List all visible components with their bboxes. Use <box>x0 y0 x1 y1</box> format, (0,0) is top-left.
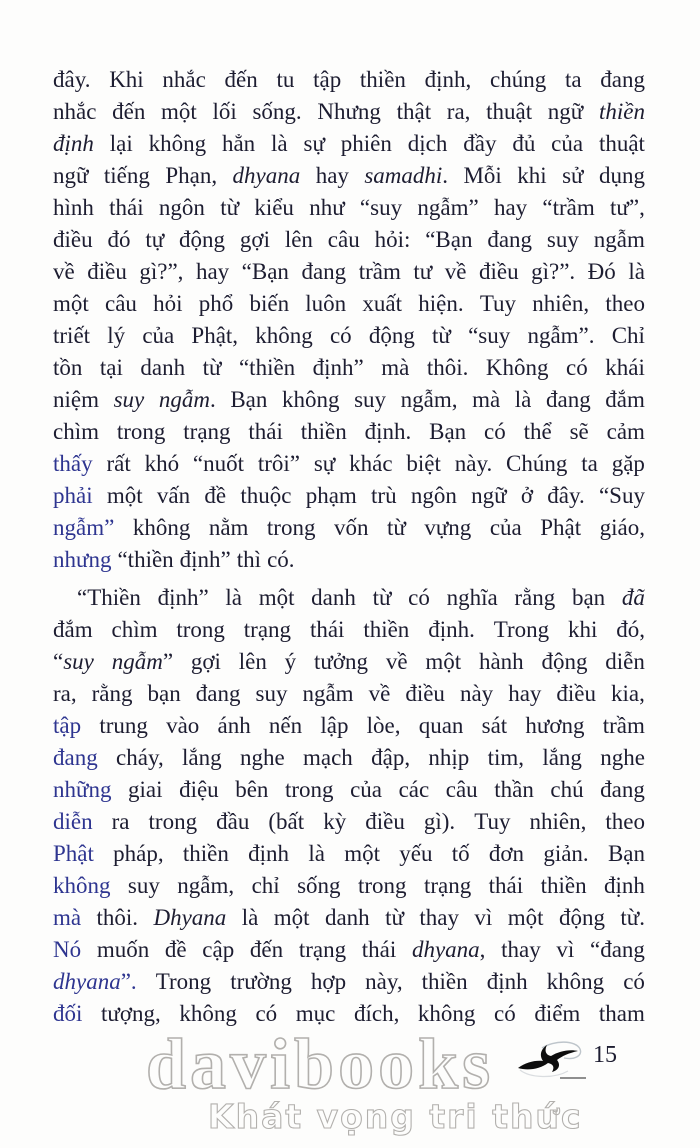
watermark-brand: davibooks <box>146 1024 495 1104</box>
page-number: 15 <box>593 1042 617 1068</box>
text-line: về điều gì?”, hay “Bạn đang trầm tư về điều gì?”. Đó là <box>53 259 645 284</box>
text-line: niệm suy ngẫm. Bạn không suy ngẫm, mà là đang đắm <box>53 387 645 412</box>
text-line: mà thôi. Dhyana là một danh từ thay vì một động từ. <box>53 905 645 930</box>
text-line: đang cháy, lắng nghe mạch đập, nhịp tim, lắng nghe <box>53 745 645 770</box>
text-line: hình thái ngôn từ kiểu như “suy ngẫm” hay “trầm tư”, <box>53 195 645 220</box>
text-line: “suy ngẫm” gợi lên ý tưởng về một hành động diễn <box>53 649 645 674</box>
text-line: đây. Khi nhắc đến tu tập thiền định, chúng ta đang <box>53 67 645 92</box>
text-line: ngẫm” không nằm trong vốn từ vựng của Phật giáo, <box>53 515 645 540</box>
text-line: ra, rằng bạn đang suy ngẫm về điều này hay điều kia, <box>53 681 645 706</box>
text-line: “Thiền định” là một danh từ có nghĩa rằng bạn đã <box>77 585 645 610</box>
text-line: thấy rất khó “nuốt trôi” sự khác biệt này. Chúng ta gặp <box>53 451 645 476</box>
text-line: nhưng “thiền định” thì có. <box>53 547 295 572</box>
body-text <box>53 64 645 1030</box>
text-line: đắm chìm trong trạng thái thiền định. Trong khi đó, <box>53 617 645 642</box>
text-line: tồn tại danh từ “thiền định” mà thôi. Không có khái <box>53 355 645 380</box>
text-line: phải một vấn đề thuộc phạm trù ngôn ngữ ở đây. “Suy <box>53 483 645 508</box>
text-line: định lại không hẳn là sự phiên dịch đầy đủ của thuật <box>53 131 645 156</box>
text-line: diễn ra trong đầu (bất kỳ điều gì). Tuy nhiên, theo <box>53 809 645 834</box>
text-line: triết lý của Phật, không có động từ “suy ngẫm”. Chỉ <box>53 323 645 348</box>
text-line: điều đó tự động gợi lên câu hỏi: “Bạn đang suy ngẫm <box>53 227 645 252</box>
text-line: không suy ngẫm, chỉ sống trong trạng thái thiền định <box>53 873 645 898</box>
text-line: một câu hỏi phổ biến luôn xuất hiện. Tuy nhiên, theo <box>53 291 645 316</box>
watermark-tagline: Khát vọng tri thức <box>208 1097 583 1136</box>
text-line: ngữ tiếng Phạn, dhyana hay samadhi. Mỗi khi sử dụng <box>53 163 645 188</box>
text-line: đối tượng, không có mục đích, không có điểm tham <box>53 1001 645 1026</box>
text-line: dhyana”. Trong trường hợp này, thiền định không có <box>53 969 645 994</box>
text-line: những giai điệu bên trong của các câu thần chú đang <box>53 777 645 802</box>
swallow-bird-icon <box>514 1040 600 1088</box>
text-line: nhắc đến một lối sống. Nhưng thật ra, thuật ngữ thiền <box>53 99 645 124</box>
text-line: tập trung vào ánh nến lập lòe, quan sát hương trầm <box>53 713 645 738</box>
text-line: chìm trong trạng thái thiền định. Bạn có thể sẽ cảm <box>53 419 645 444</box>
text-line: Nó muốn đề cập đến trạng thái dhyana, thay vì “đang <box>53 937 645 962</box>
text-line: Phật pháp, thiền định là một yếu tố đơn giản. Bạn <box>53 841 645 866</box>
